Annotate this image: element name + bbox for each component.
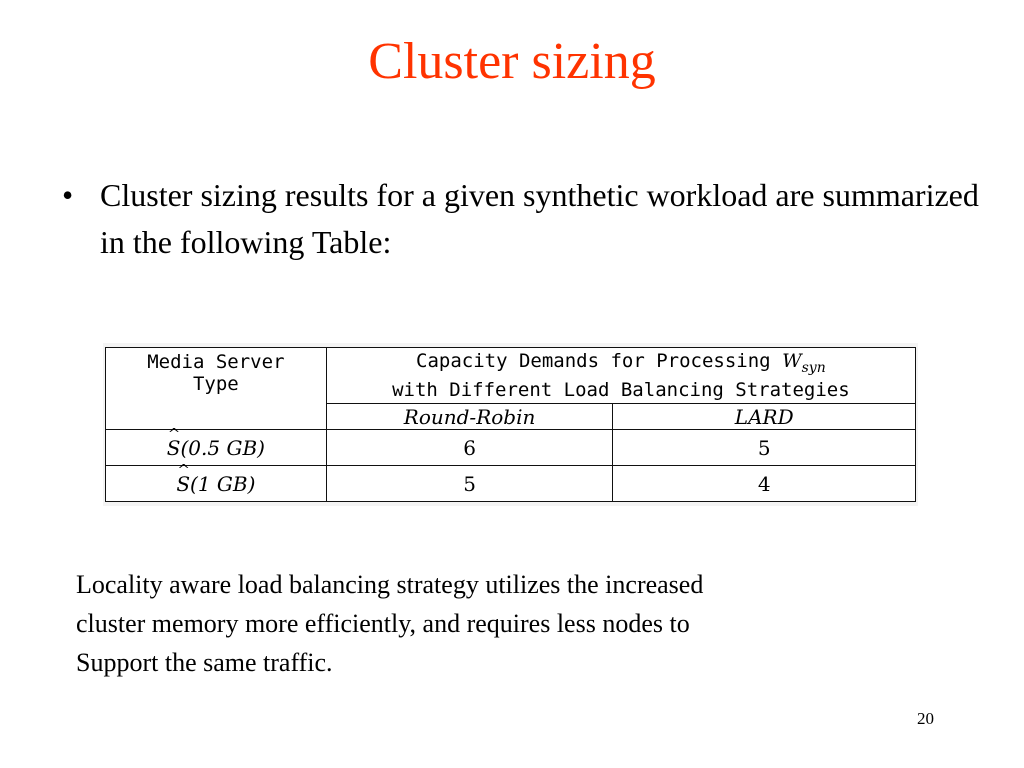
server-type-cell: ^ S(0.5 GB) xyxy=(106,430,327,466)
round-robin-value: 6 xyxy=(326,430,613,466)
results-table xyxy=(105,347,916,502)
header-lard: LARD xyxy=(613,404,916,430)
slide-title: Cluster sizing xyxy=(368,33,656,90)
bullet-item xyxy=(62,172,1002,266)
paragraph-line: Locality aware load balancing strategy utilizes the increased xyxy=(76,570,704,599)
workload-symbol: W xyxy=(782,350,802,373)
header-media-server-type xyxy=(106,348,327,430)
header-capacity-demands xyxy=(326,348,915,404)
lard-value: 5 xyxy=(613,430,916,466)
bullet-mark: • xyxy=(62,177,74,213)
bullet-text: Cluster sizing results for a given synthetic workload are summarized in the following Table: xyxy=(100,177,979,260)
table-container xyxy=(103,343,918,506)
page-number: 20 xyxy=(917,709,934,728)
lard-value: 4 xyxy=(613,466,916,502)
header-media-server-line: Media Server xyxy=(147,351,285,373)
server-type-cell: ^ S(1 GB) xyxy=(106,466,327,502)
paragraph-line: cluster memory more efficiently, and requires less nodes to xyxy=(76,609,690,638)
round-robin-value: 5 xyxy=(326,466,613,502)
table-row xyxy=(106,430,916,466)
header-capacity-line2: with Different Load Balancing Strategies xyxy=(392,378,850,401)
summary-paragraph xyxy=(76,565,976,682)
table-row xyxy=(106,466,916,502)
header-round-robin: Round-Robin xyxy=(326,404,613,430)
header-capacity-line1: Capacity Demands for Processing $W_{syn}$ xyxy=(416,350,826,376)
paragraph-line: Support the same traffic. xyxy=(76,648,333,677)
workload-subscript: syn xyxy=(801,359,826,376)
header-type-line: Type xyxy=(192,373,239,395)
